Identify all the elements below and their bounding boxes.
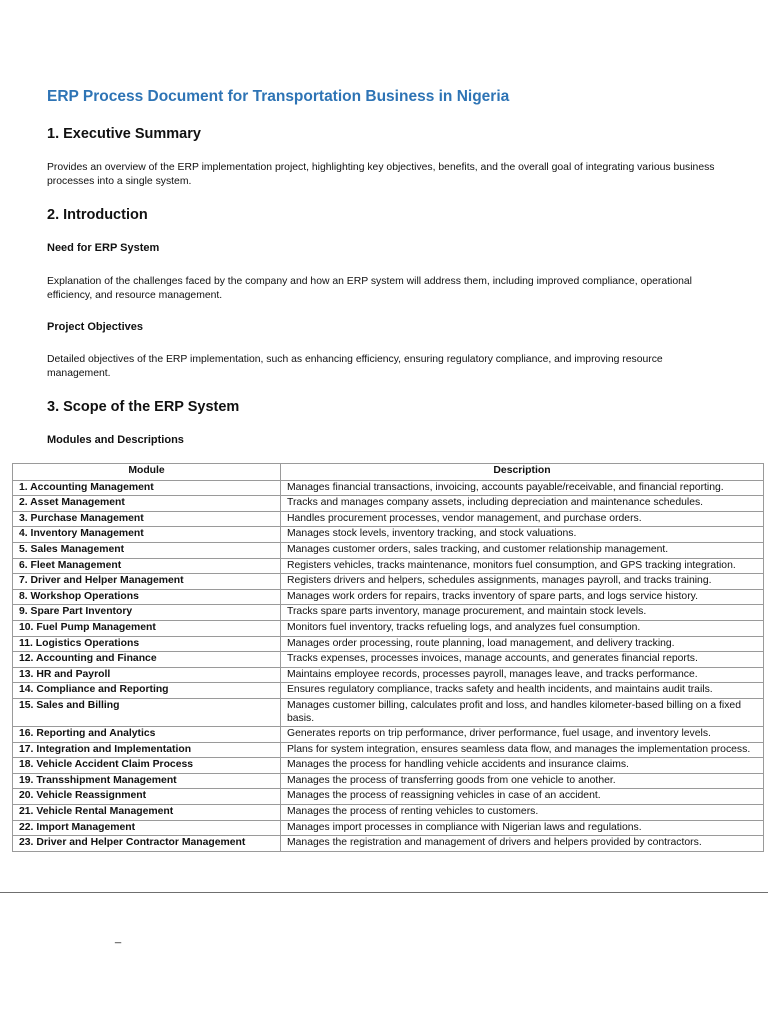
module-name-cell: 22. Import Management — [13, 820, 281, 836]
module-description-cell: Tracks expenses, processes invoices, manage accounts, and generates financial reports. — [281, 652, 764, 668]
heading-need-for-erp: Need for ERP System — [47, 242, 160, 254]
table-row — [13, 667, 764, 683]
module-name-cell: 15. Sales and Billing — [13, 698, 281, 726]
table-row — [13, 727, 764, 743]
table-row — [13, 620, 764, 636]
module-name-cell: 9. Spare Part Inventory — [13, 605, 281, 621]
module-name-cell: 18. Vehicle Accident Claim Process — [13, 758, 281, 774]
table-row — [13, 636, 764, 652]
module-name-cell: 11. Logistics Operations — [13, 636, 281, 652]
page-divider — [0, 892, 768, 893]
module-description-cell: Manages stock levels, inventory tracking, and stock valuations. — [281, 527, 764, 543]
table-row — [13, 542, 764, 558]
table-row — [13, 820, 764, 836]
module-description-cell: Manages customer orders, sales tracking, and customer relationship management. — [281, 542, 764, 558]
table-row — [13, 652, 764, 668]
heading-project-objectives: Project Objectives — [47, 321, 143, 333]
module-description-cell: Manages the process of renting vehicles to customers. — [281, 805, 764, 821]
table-row — [13, 805, 764, 821]
table-row — [13, 742, 764, 758]
table-row — [13, 758, 764, 774]
module-description-cell: Ensures regulatory compliance, tracks safety and health incidents, and maintains audit trails. — [281, 683, 764, 699]
module-name-cell: 23. Driver and Helper Contractor Management — [13, 836, 281, 852]
module-name-cell: 19. Transshipment Management — [13, 773, 281, 789]
need-for-erp-text: Explanation of the challenges faced by the company and how an ERP system will address them, including improved compliance, operational efficiency, and resource management. — [47, 276, 692, 301]
module-name-cell: 3. Purchase Management — [13, 511, 281, 527]
table-row — [13, 836, 764, 852]
module-description-cell: Registers drivers and helpers, schedules assignments, manages payroll, and tracks training. — [281, 574, 764, 590]
heading-modules-descriptions: Modules and Descriptions — [47, 434, 184, 446]
heading-scope: 3. Scope of the ERP System — [47, 399, 240, 415]
header-description: Description — [281, 464, 764, 481]
module-name-cell: 21. Vehicle Rental Management — [13, 805, 281, 821]
module-description-cell: Manages import processes in compliance with Nigerian laws and regulations. — [281, 820, 764, 836]
table-row — [13, 480, 764, 496]
module-description-cell: Monitors fuel inventory, tracks refueling logs, and analyzes fuel consumption. — [281, 620, 764, 636]
module-description-cell: Registers vehicles, tracks maintenance, monitors fuel consumption, and GPS tracking integration. — [281, 558, 764, 574]
module-name-cell: 20. Vehicle Reassignment — [13, 789, 281, 805]
module-name-cell: 10. Fuel Pump Management — [13, 620, 281, 636]
module-description-cell: Manages customer billing, calculates profit and loss, and handles kilometer-based billing on a fixed basis. — [281, 698, 764, 726]
module-name-cell: 2. Asset Management — [13, 496, 281, 512]
module-name-cell: 13. HR and Payroll — [13, 667, 281, 683]
module-description-cell: Plans for system integration, ensures seamless data flow, and manages the implementation process. — [281, 742, 764, 758]
document-title: ERP Process Document for Transportation Business in Nigeria — [47, 88, 510, 105]
module-name-cell: 4. Inventory Management — [13, 527, 281, 543]
module-description-cell: Tracks and manages company assets, including depreciation and maintenance schedules. — [281, 496, 764, 512]
table-row — [13, 574, 764, 590]
module-description-cell: Manages the registration and management of drivers and helpers provided by contractors. — [281, 836, 764, 852]
table-row — [13, 683, 764, 699]
heading-executive-summary: 1. Executive Summary — [47, 126, 201, 142]
module-name-cell: 7. Driver and Helper Management — [13, 574, 281, 590]
module-description-cell: Manages the process of transferring goods from one vehicle to another. — [281, 773, 764, 789]
module-name-cell: 1. Accounting Management — [13, 480, 281, 496]
module-description-cell: Handles procurement processes, vendor management, and purchase orders. — [281, 511, 764, 527]
module-name-cell: 17. Integration and Implementation — [13, 742, 281, 758]
module-name-cell: 14. Compliance and Reporting — [13, 683, 281, 699]
table-row — [13, 558, 764, 574]
table-row — [13, 773, 764, 789]
header-module: Module — [13, 464, 281, 481]
table-row — [13, 527, 764, 543]
table-row — [13, 698, 764, 726]
module-name-cell: 5. Sales Management — [13, 542, 281, 558]
module-description-cell: Manages financial transactions, invoicing, accounts payable/receivable, and financial reporting. — [281, 480, 764, 496]
module-name-cell: 12. Accounting and Finance — [13, 652, 281, 668]
module-name-cell: 6. Fleet Management — [13, 558, 281, 574]
table-row — [13, 511, 764, 527]
module-description-cell: Tracks spare parts inventory, manage procurement, and maintain stock levels. — [281, 605, 764, 621]
module-description-cell: Manages the process for handling vehicle accidents and insurance claims. — [281, 758, 764, 774]
module-description-cell: Manages the process of reassigning vehicles in case of an accident. — [281, 789, 764, 805]
project-objectives-text: Detailed objectives of the ERP implementation, such as enhancing efficiency, ensuring regulatory compliance, and improving resource management. — [47, 354, 663, 379]
table-row — [13, 605, 764, 621]
module-description-cell: Maintains employee records, processes payroll, manages leave, and tracks performance. — [281, 667, 764, 683]
module-description-cell: Generates reports on trip performance, driver performance, fuel usage, and inventory levels. — [281, 727, 764, 743]
table-row — [13, 589, 764, 605]
executive-summary-text: Provides an overview of the ERP implementation project, highlighting key objectives, benefits, and the overall goal of integrating various business processes into a single system. — [47, 162, 715, 187]
footer-mark: _ — [115, 932, 122, 944]
heading-introduction: 2. Introduction — [47, 207, 148, 223]
table-row — [13, 789, 764, 805]
module-description-cell: Manages order processing, route planning, load management, and delivery tracking. — [281, 636, 764, 652]
module-name-cell: 8. Workshop Operations — [13, 589, 281, 605]
module-description-cell: Manages work orders for repairs, tracks inventory of spare parts, and logs service history. — [281, 589, 764, 605]
module-name-cell: 16. Reporting and Analytics — [13, 727, 281, 743]
table-header-row — [13, 464, 764, 481]
modules-table — [12, 463, 764, 852]
table-row — [13, 496, 764, 512]
